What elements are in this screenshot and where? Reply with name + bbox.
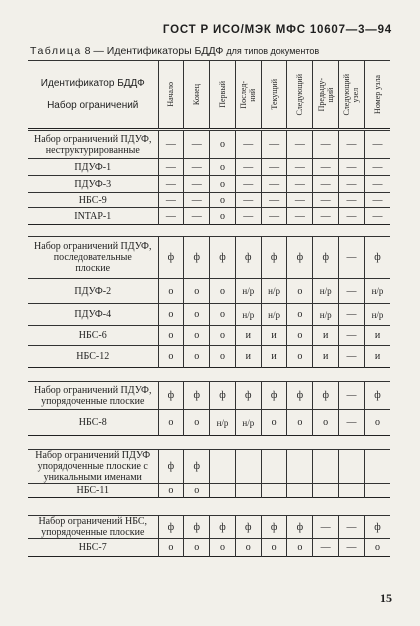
profile-name: НБС-8: [28, 410, 158, 436]
cell-value: о: [184, 539, 210, 557]
profile-name: НБС-11: [28, 484, 158, 498]
cell-value: о: [158, 279, 184, 304]
profile-name: НБС-7: [28, 539, 158, 557]
table-row: [28, 484, 390, 498]
column-header: [184, 61, 210, 129]
cell-value: [261, 484, 287, 498]
cell-value: о: [184, 326, 210, 346]
cell-value: —: [287, 176, 313, 193]
column-header-label: Первый: [217, 81, 227, 108]
cell-value: ф: [287, 382, 313, 410]
cell-value: о: [210, 208, 236, 225]
cell-value: [235, 484, 261, 498]
cell-value: [287, 484, 313, 498]
cell-value: —: [339, 516, 365, 539]
cell-value: н/р: [235, 410, 261, 436]
cell-value: —: [339, 326, 365, 346]
table-group-5: [28, 515, 390, 557]
column-header: [235, 61, 261, 129]
group-table: [28, 236, 390, 368]
column-header-label: Номер узла: [373, 75, 383, 114]
cell-value: о: [210, 193, 236, 208]
cell-value: —: [184, 159, 210, 176]
column-header: [261, 61, 287, 129]
cell-value: —: [339, 193, 365, 208]
caption-number: 8: [84, 45, 91, 57]
cell-value: —: [313, 516, 339, 539]
cell-value: о: [287, 346, 313, 368]
set-name: Набор ограничений ПДУФ, последовательные плоские: [28, 237, 158, 279]
cell-value: и: [235, 346, 261, 368]
cell-value: ф: [313, 382, 339, 410]
cell-value: и: [364, 326, 390, 346]
column-header: [210, 61, 236, 129]
column-header: [158, 61, 184, 129]
cell-value: —: [235, 208, 261, 225]
table-row: [28, 159, 390, 176]
cell-value: —: [313, 131, 339, 159]
cell-value: ф: [235, 516, 261, 539]
caption-dash: —: [93, 45, 104, 57]
set-name: Набор ограничений ПДУФ, упорядоченные плоские: [28, 382, 158, 410]
cell-value: и: [313, 326, 339, 346]
table-row: [28, 208, 390, 225]
header-table: [28, 60, 390, 129]
cell-value: —: [287, 159, 313, 176]
cell-value: н/р: [364, 279, 390, 304]
cell-value: —: [364, 208, 390, 225]
cell-value: —: [158, 193, 184, 208]
cell-value: —: [235, 176, 261, 193]
cell-value: —: [235, 193, 261, 208]
cell-value: о: [210, 279, 236, 304]
cell-value: [364, 450, 390, 484]
set-name: Набор ограничений ПДУФ упорядоченные плоские с уникальными именами: [28, 450, 158, 484]
cell-value: ф: [235, 237, 261, 279]
column-header-label: Текущий: [269, 79, 279, 110]
column-header: [287, 61, 313, 129]
cell-value: —: [313, 176, 339, 193]
profile-name: НБС-12: [28, 346, 158, 368]
cell-value: —: [261, 208, 287, 225]
cell-value: о: [313, 410, 339, 436]
cell-value: —: [339, 159, 365, 176]
cell-value: —: [364, 131, 390, 159]
cell-value: —: [184, 193, 210, 208]
cell-value: о: [158, 484, 184, 498]
cell-value: о: [184, 346, 210, 368]
cell-value: о: [235, 539, 261, 557]
cell-value: ф: [313, 237, 339, 279]
cell-value: —: [287, 131, 313, 159]
cell-value: —: [158, 176, 184, 193]
table-row: [28, 176, 390, 193]
column-header-label: Послед- ний: [239, 80, 258, 109]
cell-value: [364, 484, 390, 498]
cell-value: ф: [210, 382, 236, 410]
cell-value: ф: [158, 237, 184, 279]
column-header-label: Конец: [192, 83, 202, 106]
cell-value: ф: [184, 450, 210, 484]
cell-value: [313, 484, 339, 498]
cell-value: и: [235, 326, 261, 346]
cell-value: и: [261, 326, 287, 346]
table-header-block: [28, 60, 390, 129]
cell-value: —: [339, 176, 365, 193]
cell-value: [339, 450, 365, 484]
table-row: [28, 450, 390, 484]
table-group-2: [28, 236, 390, 368]
table-group-4: [28, 449, 390, 498]
cell-value: ф: [235, 382, 261, 410]
cell-value: о: [184, 304, 210, 326]
table-row: [28, 346, 390, 368]
cell-value: ф: [184, 237, 210, 279]
profile-name: ПДУФ-3: [28, 176, 158, 193]
cell-value: о: [287, 326, 313, 346]
cell-value: и: [313, 346, 339, 368]
cell-value: ф: [184, 516, 210, 539]
cell-value: —: [339, 346, 365, 368]
cell-value: ф: [364, 237, 390, 279]
cell-value: о: [210, 304, 236, 326]
cell-value: [235, 450, 261, 484]
caption-title: Идентификаторы БДДФ: [106, 45, 224, 57]
set-name: Набор ограничений НБС, упорядоченные плоские: [28, 516, 158, 539]
cell-value: и: [364, 346, 390, 368]
document-header: ГОСТ Р ИСО/МЭК МФС 10607—3—94: [162, 24, 392, 36]
cell-value: н/р: [235, 304, 261, 326]
cell-value: [210, 450, 236, 484]
cell-value: [210, 484, 236, 498]
cell-value: ф: [158, 450, 184, 484]
cell-value: о: [210, 159, 236, 176]
profile-name: ПДУФ-4: [28, 304, 158, 326]
cell-value: о: [210, 539, 236, 557]
table-row: [28, 304, 390, 326]
cell-value: о: [158, 410, 184, 436]
cell-value: —: [339, 279, 365, 304]
cell-value: н/р: [313, 279, 339, 304]
group-table: [28, 449, 390, 498]
header-name-cell: [28, 61, 158, 129]
column-header-label: Начало: [166, 82, 176, 107]
cell-value: —: [339, 237, 365, 279]
page-number: 15: [380, 591, 392, 605]
cell-value: —: [261, 131, 287, 159]
cell-value: [261, 450, 287, 484]
cell-value: [287, 450, 313, 484]
cell-value: ф: [261, 516, 287, 539]
cell-value: о: [210, 131, 236, 159]
cell-value: ф: [210, 237, 236, 279]
cell-value: —: [313, 539, 339, 557]
table-row: [28, 326, 390, 346]
cell-value: —: [235, 131, 261, 159]
cell-value: н/р: [261, 279, 287, 304]
table-caption: [30, 45, 319, 57]
cell-value: —: [364, 193, 390, 208]
cell-value: н/р: [313, 304, 339, 326]
table-row: [28, 193, 390, 208]
column-header: [313, 61, 339, 129]
cell-value: н/р: [364, 304, 390, 326]
cell-value: —: [339, 304, 365, 326]
cell-value: ф: [158, 382, 184, 410]
cell-value: —: [287, 193, 313, 208]
cell-value: ф: [261, 382, 287, 410]
cell-value: —: [287, 208, 313, 225]
cell-value: —: [158, 208, 184, 225]
cell-value: о: [210, 346, 236, 368]
cell-value: о: [287, 410, 313, 436]
group-table: [28, 130, 390, 225]
cell-value: —: [184, 176, 210, 193]
profile-name: НБС-9: [28, 193, 158, 208]
caption-small: для типов документов: [226, 46, 320, 56]
cell-value: о: [158, 326, 184, 346]
cell-value: о: [158, 304, 184, 326]
cell-value: —: [339, 539, 365, 557]
group-table: [28, 381, 390, 436]
cell-value: н/р: [235, 279, 261, 304]
cell-value: ф: [158, 516, 184, 539]
cell-value: о: [287, 539, 313, 557]
header-set-label: Набор ограничений: [47, 99, 139, 111]
cell-value: ф: [364, 516, 390, 539]
table-row: [28, 131, 390, 159]
cell-value: о: [158, 346, 184, 368]
column-header-label: Следующий узел: [342, 73, 361, 116]
cell-value: о: [184, 410, 210, 436]
cell-value: —: [339, 208, 365, 225]
cell-value: —: [364, 176, 390, 193]
cell-value: —: [313, 159, 339, 176]
cell-value: ф: [287, 516, 313, 539]
cell-value: —: [184, 131, 210, 159]
profile-name: INTAP-1: [28, 208, 158, 225]
cell-value: —: [364, 159, 390, 176]
cell-value: о: [158, 539, 184, 557]
table-row: [28, 382, 390, 410]
cell-value: н/р: [210, 410, 236, 436]
cell-value: —: [158, 131, 184, 159]
cell-value: н/р: [261, 304, 287, 326]
cell-value: —: [313, 193, 339, 208]
cell-value: ф: [261, 237, 287, 279]
cell-value: о: [261, 539, 287, 557]
group-table: [28, 515, 390, 557]
cell-value: и: [261, 346, 287, 368]
column-header: [339, 61, 365, 129]
cell-value: о: [184, 279, 210, 304]
cell-value: —: [261, 159, 287, 176]
table-group-3: [28, 381, 390, 436]
cell-value: —: [184, 208, 210, 225]
profile-name: ПДУФ-2: [28, 279, 158, 304]
set-name: Набор ограничений ПДУФ, неструктурированные: [28, 131, 158, 159]
cell-value: о: [287, 279, 313, 304]
cell-value: о: [184, 484, 210, 498]
cell-value: [339, 484, 365, 498]
caption-label: Таблица: [30, 45, 82, 57]
cell-value: ф: [364, 382, 390, 410]
cell-value: —: [261, 176, 287, 193]
cell-value: —: [339, 382, 365, 410]
profile-name: НБС-6: [28, 326, 158, 346]
cell-value: —: [339, 410, 365, 436]
cell-value: о: [210, 326, 236, 346]
cell-value: о: [364, 410, 390, 436]
cell-value: [313, 450, 339, 484]
profile-name: ПДУФ-1: [28, 159, 158, 176]
cell-value: —: [158, 159, 184, 176]
column-header-label: Следующий: [295, 73, 305, 116]
column-header-label: Предыду- щий: [316, 77, 335, 112]
header-id-label: Идентификатор БДДФ: [40, 77, 145, 89]
cell-value: о: [261, 410, 287, 436]
column-header: [364, 61, 390, 129]
cell-value: о: [210, 176, 236, 193]
table-row: [28, 237, 390, 279]
cell-value: ф: [184, 382, 210, 410]
table-row: [28, 539, 390, 557]
cell-value: ф: [287, 237, 313, 279]
table-row: [28, 410, 390, 436]
table-group-1: [28, 130, 390, 225]
table-row: [28, 279, 390, 304]
cell-value: о: [364, 539, 390, 557]
cell-value: —: [235, 159, 261, 176]
table-row: [28, 516, 390, 539]
cell-value: —: [313, 208, 339, 225]
cell-value: —: [339, 131, 365, 159]
cell-value: о: [287, 304, 313, 326]
cell-value: ф: [210, 516, 236, 539]
cell-value: —: [261, 193, 287, 208]
